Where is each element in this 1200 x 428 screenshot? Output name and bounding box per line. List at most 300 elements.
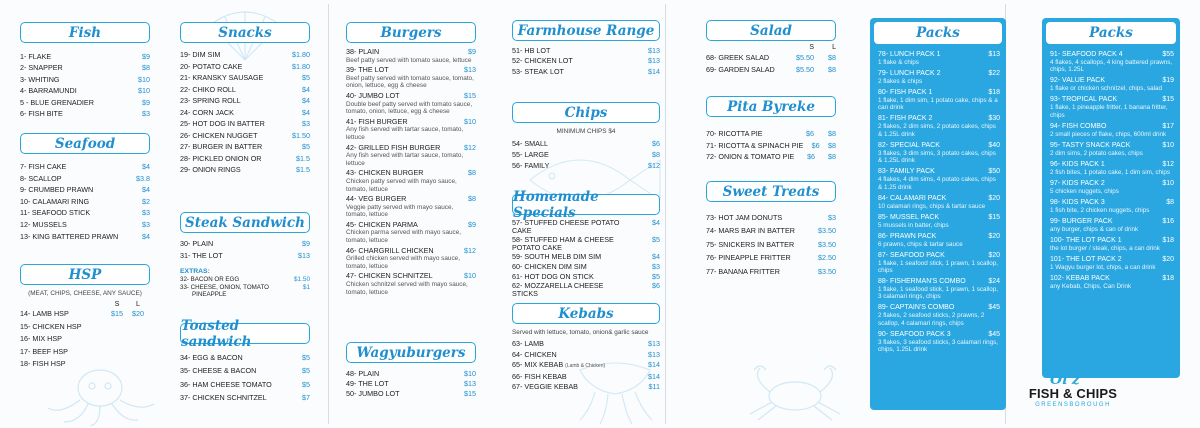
pack-description: 1 Wagyu burger lot, chips, a can drink xyxy=(1050,263,1156,271)
menu-item xyxy=(20,321,150,334)
item-description: Double beef patty served with tomato sauce, tomato, onion, lettuce, egg & cheese xyxy=(346,100,473,116)
hsp-note: (MEAT, CHIPS, CHEESE, ANY SAUCE) xyxy=(28,290,142,297)
section-title-steak-sandwich: Steak Sandwich xyxy=(180,212,310,233)
item-price: $13 xyxy=(648,349,660,359)
item-price-small: $6 xyxy=(807,152,816,162)
pack-price: $19 xyxy=(1162,77,1174,85)
kebabs-note: Served with lettuce, tomato, onion& garlic sauce xyxy=(512,329,649,336)
item-price-large: $8 xyxy=(828,129,836,138)
item-price: $1.50 xyxy=(292,130,310,140)
pack-description: 6 prawns, chips & tartar sauce xyxy=(878,240,963,248)
salad-size-l: L xyxy=(832,44,836,51)
item-price-large: $20 xyxy=(132,309,144,318)
item-price: $3 xyxy=(142,208,150,218)
section-title-salad: Salad xyxy=(706,20,836,41)
menu-item xyxy=(706,224,836,237)
section-title-chips: Chips xyxy=(512,102,660,123)
pita-section xyxy=(706,96,836,163)
item-price: $10 xyxy=(464,369,476,378)
item-price-large: $8 xyxy=(827,152,836,162)
menu-item xyxy=(180,72,310,84)
pack-description: 10 calamari rings, chips & tartar sauce xyxy=(878,202,986,210)
pack-name: 85- MUSSEL PACK xyxy=(878,213,940,221)
menu-item xyxy=(180,84,310,96)
item-name: 52- CHICKEN LOT xyxy=(512,56,573,66)
menu-item xyxy=(706,238,836,251)
pack-item xyxy=(1050,122,1174,131)
item-name: 59- SOUTH MELB DIM SIM xyxy=(512,252,602,262)
item-name: 26- CHICKEN NUGGET xyxy=(180,130,258,140)
sweet-section xyxy=(706,181,836,278)
item-price: $8 xyxy=(142,63,150,73)
menu-item xyxy=(346,221,476,230)
pack-name: 90- SEAFOOD PACK 3 xyxy=(878,330,951,338)
pack-price: $55 xyxy=(1162,51,1174,58)
item-price: $12 xyxy=(464,245,476,255)
item-name: 75- SNICKERS IN BATTER xyxy=(706,239,795,249)
menu-item xyxy=(346,272,476,281)
menu-item xyxy=(706,128,836,140)
item-description: Chicken patty served with mayo sauce, tomato, lettuce xyxy=(346,177,457,193)
item-description: Beef patty served with tomato sauce, tomato, onion, lettuce, egg & cheese xyxy=(346,74,474,90)
item-name: 61- HOT DOG ON STICK xyxy=(512,271,594,281)
item-price: $6 xyxy=(652,281,660,291)
item-price-small: $15 xyxy=(111,309,123,318)
menu-item xyxy=(20,358,150,371)
menu-item xyxy=(706,52,836,64)
size-l-label: L xyxy=(136,299,140,308)
crab-illustration-icon xyxy=(740,362,850,422)
item-price: $5 xyxy=(652,271,660,281)
menu-item xyxy=(180,250,310,262)
menu-item xyxy=(180,118,310,130)
item-price: $10 xyxy=(138,74,150,84)
menu-item xyxy=(346,369,476,379)
pack-description: 2 flakes & chips xyxy=(878,78,923,85)
pack-name: 88- FISHERMAN'S COMBO xyxy=(878,278,966,286)
item-name: 63- LAMB xyxy=(512,339,544,348)
item-name: 27- BURGER IN BATTER xyxy=(180,142,263,151)
pack-description: 3 flakes, 3 seafood sticks, 3 calamari rings, chips, 1.25L drink xyxy=(878,338,999,354)
brand-logo xyxy=(1012,372,1132,418)
pack-description: 1 flake, 1 seafood stick, 1 prawn, 1 scallop, chips xyxy=(878,259,999,275)
item-name: 48- PLAIN xyxy=(346,369,380,378)
pack-price: $18 xyxy=(1162,236,1174,244)
item-name: 30- PLAIN xyxy=(180,239,214,248)
pack-item xyxy=(878,50,1000,59)
menu-item xyxy=(706,211,836,224)
item-name: 44- VEG BURGER xyxy=(346,194,407,204)
pack-description: 2 small pieces of flake, chips, 600ml drink xyxy=(1050,130,1167,138)
menu-item xyxy=(346,118,476,127)
pack-item xyxy=(878,194,1000,203)
item-description: Grilled chicken served with mayo sauce, tomato, lettuce xyxy=(346,255,461,270)
pack-item xyxy=(1050,198,1174,207)
item-price: $13 xyxy=(298,251,310,261)
menu-item xyxy=(180,378,310,391)
item-name: 50- JUMBO LOT xyxy=(346,389,400,399)
section-title-packs-2: Packs xyxy=(1046,22,1176,44)
pack-description: 5 chicken nuggets, chips xyxy=(1050,187,1119,195)
menu-item xyxy=(512,360,660,372)
pack-description: 1 fish bite, 2 chicken nuggets, chips xyxy=(1050,206,1150,214)
item-name: 34- EGG & BACON xyxy=(180,353,243,362)
section-title-sweet: Sweet Treats xyxy=(706,181,836,202)
item-price: $7 xyxy=(302,392,310,402)
pack-price: $40 xyxy=(988,141,1000,149)
item-name: 35- CHEESE & BACON xyxy=(180,366,257,376)
panel-fold xyxy=(328,4,329,424)
item-price: $9 xyxy=(468,47,476,56)
menu-item xyxy=(512,350,660,361)
item-name: 37- CHICKEN SCHNITZEL xyxy=(180,392,267,402)
packs-list-1 xyxy=(878,50,1000,356)
item-description: Veggie patty served with mayo sauce, tomato, lettuce xyxy=(346,203,454,219)
pack-description: 4 flakes, 4 dim sims, 4 potato cakes, chips & 1.25 drink xyxy=(878,176,996,191)
menu-item xyxy=(512,138,660,149)
menu-item xyxy=(512,46,660,56)
item-description: Chicken parma served with mayo sauce, tomato, lettuce xyxy=(346,229,462,245)
menu-item xyxy=(180,130,310,142)
pack-price: $10 xyxy=(1162,179,1174,187)
item-name: 29- ONION RINGS xyxy=(180,165,241,174)
pack-price: $45 xyxy=(988,304,1000,312)
item-name: 40- JUMBO LOT xyxy=(346,90,400,100)
pack-name: 101- THE LOT PACK 2 xyxy=(1050,255,1122,263)
item-price: $3.50 xyxy=(818,266,836,276)
item-price: $9 xyxy=(142,97,150,107)
item-name: 10- CALAMARI RING xyxy=(20,196,90,206)
pack-price: $12 xyxy=(1162,160,1174,168)
menu-item xyxy=(20,74,150,85)
pack-item xyxy=(878,232,1000,241)
item-name: 56- FAMILY xyxy=(512,161,550,170)
pack-description: 5 mussels in batter, chips xyxy=(878,221,949,229)
item-name: 6- FISH BITE xyxy=(20,109,63,119)
menu-item xyxy=(706,151,836,163)
item-name: 32- BACON OR EGG xyxy=(180,275,240,283)
pack-item xyxy=(878,303,1000,312)
item-price: $5 xyxy=(302,379,310,389)
pack-price: $10 xyxy=(1162,141,1174,149)
item-price: $5 xyxy=(302,73,310,82)
item-name: 46- CHARGRILL CHICKEN xyxy=(346,245,434,255)
menu-item xyxy=(706,64,836,76)
item-price: $4 xyxy=(302,107,310,117)
menu-item xyxy=(180,391,310,404)
menu-item xyxy=(346,379,476,389)
pack-price: $8 xyxy=(1166,198,1174,206)
item-price: $1.5 xyxy=(296,153,310,163)
pack-name: 78- LUNCH PACK 1 xyxy=(878,51,941,58)
pack-price: $20 xyxy=(988,232,1000,240)
menu-item xyxy=(346,389,476,399)
menu-item xyxy=(20,108,150,119)
section-title-kebabs: Kebabs xyxy=(512,303,660,324)
section-title-pita: Pita Byreke xyxy=(706,96,836,117)
pack-item xyxy=(1050,95,1174,104)
pack-price: $17 xyxy=(1162,122,1174,130)
menu-item xyxy=(20,184,150,196)
pack-item xyxy=(878,167,1000,176)
menu-item xyxy=(512,56,660,66)
pack-name: 97- KIDS PACK 2 xyxy=(1050,179,1105,187)
item-price: $3.8 xyxy=(136,173,150,183)
item-name: 18- FISH HSP xyxy=(20,359,66,369)
item-name: 60- CHICKEN DIM SIM xyxy=(512,261,587,271)
pack-name: 95- TASTY SNACK PACK xyxy=(1050,141,1131,149)
item-name: 21- KRANSKY SAUSAGE xyxy=(180,73,264,82)
pack-price: $13 xyxy=(988,51,1000,58)
menu-item xyxy=(346,48,476,57)
item-name: 58- STUFFED HAM & CHEESE POTATO CAKE xyxy=(512,235,614,252)
pack-item xyxy=(878,277,1000,286)
pack-item xyxy=(878,213,1000,222)
item-price: $5 xyxy=(302,366,310,376)
pack-item xyxy=(878,114,1000,123)
item-description: Chicken schnitzel served with mayo sauce, tomato, lettuce xyxy=(346,281,468,296)
menu-item xyxy=(180,164,310,176)
menu-item xyxy=(20,219,150,231)
extra-item xyxy=(180,276,310,284)
pack-description: 2 dim sims, 2 potato cakes, chips xyxy=(1050,149,1143,157)
item-price: $14 xyxy=(648,360,660,370)
pack-price: $20 xyxy=(988,194,1000,202)
pack-description: 1 flake & chips xyxy=(878,59,919,66)
item-price: $9 xyxy=(468,219,476,229)
pack-price: $18 xyxy=(988,89,1000,96)
pack-name: 80- FISH PACK 1 xyxy=(878,89,933,96)
item-price: $13 xyxy=(464,65,476,75)
homemade-section xyxy=(512,188,660,298)
menu-item xyxy=(512,339,660,350)
item-price: $12 xyxy=(648,161,660,170)
menu-item xyxy=(180,107,310,119)
logo-script: Ol'z xyxy=(1050,372,1080,388)
pack-item xyxy=(878,69,1000,78)
item-name: 68- GREEK SALAD xyxy=(706,53,770,62)
panel-fold xyxy=(665,4,666,424)
menu-item xyxy=(20,207,150,219)
pack-item xyxy=(1050,217,1174,226)
menu-item xyxy=(20,62,150,73)
pack-name: 93- TROPICAL PACK xyxy=(1050,96,1118,104)
pack-item xyxy=(1050,274,1174,283)
item-price: $13 xyxy=(464,379,476,389)
menu-item xyxy=(512,262,660,272)
item-name: 65- MIX KEBAB xyxy=(512,360,564,370)
item-name: 42- GRILLED FISH BURGER xyxy=(346,142,441,152)
hsp-section xyxy=(20,264,150,371)
pack-price: $20 xyxy=(1162,255,1174,263)
item-name: 17- BEEF HSP xyxy=(20,346,68,356)
pack-description: 1 flake or chicken schnitzel, chips, salad xyxy=(1050,85,1163,93)
menu-item xyxy=(180,49,310,61)
pack-price: $50 xyxy=(988,168,1000,176)
menu-item xyxy=(20,346,150,359)
menu-item xyxy=(20,51,150,62)
item-name: 64- CHICKEN xyxy=(512,349,557,359)
pack-name: 81- FISH PACK 2 xyxy=(878,115,933,123)
item-name: 39- THE LOT xyxy=(346,65,389,75)
item-name: 20- POTATO CAKE xyxy=(180,61,243,71)
item-price: $2.50 xyxy=(818,253,836,263)
item-price: $1 xyxy=(302,283,310,291)
menu-item xyxy=(512,67,660,77)
chips-note: MINIMUM CHIPS $4 xyxy=(556,128,616,135)
item-name: 53- STEAK LOT xyxy=(512,66,564,76)
item-price-large: $8 xyxy=(828,64,836,74)
item-name: 16- MIX HSP xyxy=(20,334,62,344)
item-price-large: $8 xyxy=(828,53,836,62)
item-name: 24- CORN JACK xyxy=(180,107,234,117)
item-price: $8 xyxy=(468,168,476,178)
item-name: 22- CHIKO ROLL xyxy=(180,84,236,94)
pack-item xyxy=(878,251,1000,260)
item-name: 57- STUFFED CHEESE POTATO CAKE xyxy=(512,218,620,235)
item-name: 55- LARGE xyxy=(512,150,549,159)
menu-item xyxy=(346,169,476,178)
pack-price: $30 xyxy=(988,115,1000,123)
pack-price: $22 xyxy=(988,70,1000,77)
item-name: 33- CHEESE, ONION, TOMATO xyxy=(180,283,269,291)
item-price: $2 xyxy=(142,196,150,206)
kebabs-section xyxy=(512,303,660,393)
pack-description: 3 flakes, 3 dim sims, 3 potato cakes, chips & 1.25L drink xyxy=(878,149,996,165)
item-price: $3.50 xyxy=(818,239,836,249)
menu-item xyxy=(20,231,150,243)
item-price: $13 xyxy=(648,339,660,348)
item-price: $3 xyxy=(652,261,660,271)
pack-description: 2 fish bites, 1 potato cake, 1 dim sim, chips xyxy=(1050,168,1171,176)
item-price: $5 xyxy=(302,353,310,362)
menu-item xyxy=(512,382,660,393)
item-name: 71- RICOTTA & SPINACH PIE xyxy=(706,140,804,150)
pack-name: 86- PRAWN PACK xyxy=(878,232,937,240)
item-name: 5 - BLUE GRENADIER xyxy=(20,97,94,107)
item-price: $5 xyxy=(652,235,660,245)
pack-description: the lot burger / steak, chips, a can drink xyxy=(1050,244,1160,252)
menu-item xyxy=(346,66,476,75)
item-name: 31- THE LOT xyxy=(180,251,223,261)
item-name: 14- LAMB HSP xyxy=(20,309,69,318)
item-price: $3 xyxy=(142,109,150,119)
item-name: 9- CRUMBED PRAWN xyxy=(20,185,94,195)
item-price: $6 xyxy=(652,139,660,148)
item-name: 45- CHICKEN PARMA xyxy=(346,219,418,229)
pack-name: 102- KEBAB PACK xyxy=(1050,274,1110,282)
menu-item xyxy=(20,308,150,321)
pack-name: 79- LUNCH PACK 2 xyxy=(878,70,941,77)
item-price: $3 xyxy=(828,213,836,222)
item-name: 69- GARDEN SALAD xyxy=(706,64,775,74)
menu-item xyxy=(706,140,836,152)
item-description: Beef patty served with tomato sauce, lettuce xyxy=(346,56,472,64)
item-price: $1.80 xyxy=(292,50,310,59)
menu-item xyxy=(20,173,150,185)
menu-item xyxy=(346,144,476,153)
section-title-seafood: Seafood xyxy=(20,133,150,154)
item-price: $9 xyxy=(302,239,310,248)
item-price: $15 xyxy=(464,389,476,399)
item-price-large: $8 xyxy=(827,140,836,150)
extra-item xyxy=(180,291,310,298)
pack-item xyxy=(1050,141,1174,150)
seafood-section xyxy=(20,133,150,242)
item-price: $13 xyxy=(648,46,660,55)
item-price: $8 xyxy=(468,194,476,204)
pack-price: $16 xyxy=(1162,217,1174,225)
item-price: $9 xyxy=(142,52,150,61)
pack-description: any burger, chips & can of drink xyxy=(1050,225,1139,233)
menu-item xyxy=(512,218,660,235)
section-title-farmhouse: Farmhouse Range xyxy=(512,20,660,41)
item-price: $4 xyxy=(142,231,150,241)
salad-section xyxy=(706,20,836,75)
item-name: 62- MOZZARELLA CHEESE STICKS xyxy=(512,281,604,298)
toasted-sandwich-section xyxy=(180,317,310,404)
item-price: $4 xyxy=(302,84,310,94)
item-subnote: (Lamb & Chicken) xyxy=(565,363,606,370)
pack-item xyxy=(1050,255,1174,264)
item-name: 51- HB LOT xyxy=(512,46,551,55)
pack-item xyxy=(1050,236,1174,245)
item-name: 15- CHICKEN HSP xyxy=(20,321,82,331)
menu-item xyxy=(346,92,476,101)
menu-item xyxy=(180,95,310,107)
item-name: 43- CHICKEN BURGER xyxy=(346,168,424,178)
item-price: $8 xyxy=(652,150,660,159)
menu-item xyxy=(512,252,660,262)
menu-item xyxy=(346,247,476,256)
item-name: 8- SCALLOP xyxy=(20,173,62,183)
pack-description: any Kebab, Chips, Can Drink xyxy=(1050,282,1132,290)
logo-sub: GREENSBOROUGH xyxy=(1035,402,1111,408)
pack-description: 2 flakes, 2 dim sims, 2 potato cakes, chips & 1.25L drink xyxy=(878,123,996,138)
menu-item xyxy=(20,333,150,346)
section-title-homemade: Homemade Specials xyxy=(512,194,660,215)
item-price: $10 xyxy=(464,116,476,126)
section-title-fish: Fish xyxy=(20,22,150,43)
menu-item xyxy=(20,97,150,108)
section-title-toasted-sandwich: Toasted sandwich xyxy=(180,323,310,344)
menu-item xyxy=(180,364,310,377)
item-name: 70- RICOTTA PIE xyxy=(706,129,763,138)
section-title-wagyu: Wagyuburgers xyxy=(346,342,476,363)
item-price: $4 xyxy=(142,162,150,171)
item-name: 66- FISH KEBAB xyxy=(512,371,567,381)
pack-name: 89- CAPTAIN'S COMBO xyxy=(878,304,955,312)
section-title-burgers: Burgers xyxy=(346,22,476,43)
pack-item xyxy=(878,330,1000,339)
item-name: 73- HOT JAM DONUTS xyxy=(706,213,783,222)
item-price: $4 xyxy=(652,218,660,227)
item-price-small: $5.50 xyxy=(796,53,814,62)
pack-description: 1 flake, 1 seafood stick, 1 prawn, 1 scallop, 3 calamari rings, chips xyxy=(878,286,999,301)
item-name: 49- THE LOT xyxy=(346,379,389,389)
pack-item xyxy=(1050,179,1174,188)
pack-description: 1 flake, 1 dim sim, 1 potato cake, chips & a can drink xyxy=(878,97,998,112)
item-name: 77- BANANA FRITTER xyxy=(706,266,780,276)
item-name: 2- SNAPPER xyxy=(20,63,63,73)
item-description: Any fish served with tartar sauce, tomato, lettuce xyxy=(346,126,464,141)
item-price: $13 xyxy=(648,56,660,66)
item-name: 4- BARRAMUNDI xyxy=(20,86,77,96)
item-price: $1.50 xyxy=(294,275,310,283)
section-title-packs-1: Packs xyxy=(874,22,1002,44)
menu-item xyxy=(20,161,150,173)
item-name: 28- PICKLED ONION OR xyxy=(180,153,262,163)
